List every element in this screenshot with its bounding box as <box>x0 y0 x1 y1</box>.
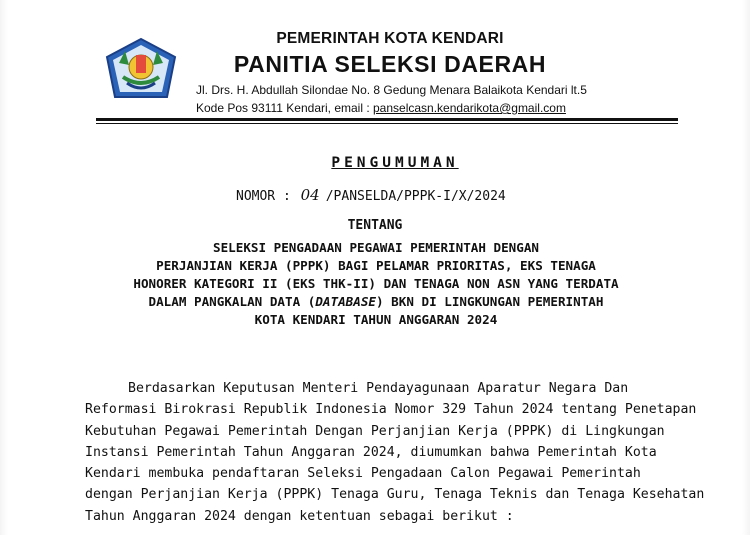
paragraph-line: Kebutuhan Pegawai Pemerintah Dengan Perjanjian Kerja (PPPK) di Lingkungan <box>85 423 665 439</box>
subject-text: DALAM PANGKALAN DATA ( <box>148 294 316 309</box>
letterhead-divider-thick <box>96 118 678 121</box>
number-prefix: NOMOR : <box>236 189 291 204</box>
handwritten-number: 04 <box>300 186 320 204</box>
postal-email-line <box>196 101 566 115</box>
subject-line <box>90 293 662 311</box>
document-number <box>236 186 506 204</box>
government-name: PEMERINTAH KOTA KENDARI <box>276 30 504 47</box>
postal-code-text: Kode Pos 93111 Kendari, email : <box>196 101 373 115</box>
paragraph-line: Instansi Pemerintah Tahun Anggaran 2024, diumumkan bahwa Pemerintah Kota <box>85 444 657 460</box>
paragraph-line: Reformasi Birokrasi Republik Indonesia Nomor 329 Tahun 2024 tentang Penetapan <box>85 402 697 418</box>
subject-italic-text: DATABASE <box>315 294 376 309</box>
announcement-subject <box>90 239 662 329</box>
subject-line <box>90 239 662 257</box>
about-heading: TENTANG <box>347 218 403 233</box>
letterhead-divider-thin <box>96 123 678 124</box>
subject-line <box>90 257 662 275</box>
committee-name: PANITIA SELEKSI DAERAH <box>233 51 547 77</box>
address-line: Jl. Drs. H. Abdullah Silondae No. 8 Gedung Menara Balaikota Kendari lt.5 <box>196 83 587 97</box>
paragraph-line: Berdasarkan Keputusan Menteri Pendayagunaan Aparatur Negara Dan <box>128 381 629 396</box>
paragraph-line: dengan Perjanjian Kerja (PPPK) Tenaga Guru, Tenaga Teknis dan Tenaga Kesehatan <box>85 487 705 503</box>
paragraph-line: Kendari membuka pendaftaran Seleksi Pengadaan Calon Pegawai Pemerintah <box>85 466 641 482</box>
body-paragraph <box>85 378 705 527</box>
subject-text: SELEKSI PENGADAAN PEGAWAI PEMERINTAH DENGAN <box>212 240 540 255</box>
subject-line <box>90 275 662 293</box>
subject-text: PERJANJIAN KERJA (PPPK) BAGI PELAMAR PRIORITAS, EKS TENAGA <box>156 258 596 273</box>
number-suffix: /PANSELDA/PPPK-I/X/2024 <box>325 189 506 204</box>
subject-text: ) BKN DI LINGKUNGAN PEMERINTAH <box>376 294 604 309</box>
email-link[interactable]: panselcasn.kendarikota@gmail.com <box>373 101 566 115</box>
paragraph-line: Tahun Anggaran 2024 dengan ketentuan sebagai berikut : <box>85 508 514 524</box>
kota-kendari-emblem-icon <box>105 37 177 103</box>
subject-text: HONORER KATEGORI II (EKS THK-II) DAN TENAGA NON ASN YANG TERDATA <box>133 276 619 291</box>
subject-line <box>90 311 662 329</box>
announcement-title: PENGUMUMAN <box>331 155 459 171</box>
subject-text: KOTA KENDARI TAHUN ANGGARAN 2024 <box>254 312 498 327</box>
